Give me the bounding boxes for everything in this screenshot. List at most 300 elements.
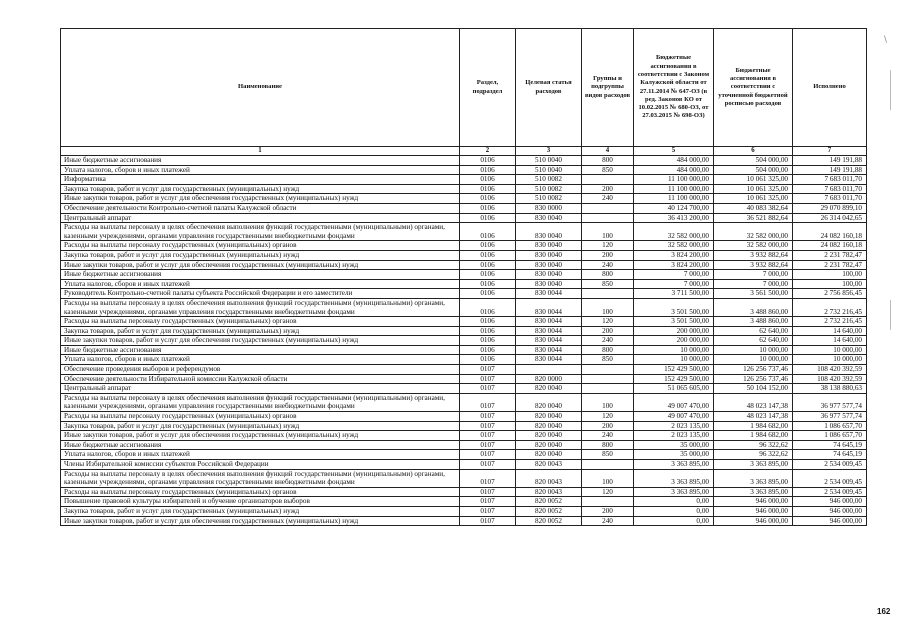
table-row (61, 460, 867, 470)
row-assigned: 49 007 470,00 (634, 412, 714, 422)
row-section: 0107 (460, 497, 516, 507)
row-article: 820 0040 (516, 440, 582, 450)
row-article: 830 0040 (516, 250, 582, 260)
row-article: 820 0043 (516, 487, 582, 497)
row-refined: 32 582 000,00 (714, 241, 793, 251)
row-name: Расходы на выплаты персоналу в целях обеспечения выполнения функций государственными (муниципальными) органами, казенными учреждениями, органами управления государственными внебюджетными фондами (61, 298, 460, 316)
table-row (61, 213, 867, 223)
row-article: 830 0040 (516, 241, 582, 251)
row-assigned: 35 000,00 (634, 440, 714, 450)
row-refined: 7 000,00 (714, 279, 793, 289)
row-article: 510 0040 (516, 156, 582, 166)
column-number: 2 (460, 147, 516, 156)
scan-mark: \ (884, 35, 888, 45)
row-section: 0107 (460, 487, 516, 497)
header-refined: Бюджетные ассигнования в соответствии с уточненной бюджетной росписью расходов (714, 29, 793, 147)
row-assigned: 3 501 500,00 (634, 298, 714, 316)
row-section: 0107 (460, 506, 516, 516)
row-name: Расходы на выплаты персоналу в целях обеспечения выполнения функций государственными (муниципальными) органами, казенными учреждениями, органами управления государственными внебюджетными фондами (61, 469, 460, 487)
column-number: 5 (634, 147, 714, 156)
row-article: 830 0044 (516, 345, 582, 355)
row-section: 0106 (460, 317, 516, 327)
row-section: 0106 (460, 175, 516, 185)
table-row (61, 289, 867, 299)
row-refined: 1 984 682,00 (714, 431, 793, 441)
row-assigned: 10 000,00 (634, 355, 714, 365)
row-group: 100 (582, 393, 634, 411)
row-group: 100 (582, 469, 634, 487)
row-executed: 108 420 392,59 (793, 374, 867, 384)
row-section: 0106 (460, 260, 516, 270)
row-article: 820 0040 (516, 393, 582, 411)
table-row (61, 203, 867, 213)
row-group: 120 (582, 317, 634, 327)
row-refined: 3 932 882,64 (714, 250, 793, 260)
row-executed: 2 231 782,47 (793, 250, 867, 260)
row-refined: 32 582 000,00 (714, 223, 793, 241)
table-row (61, 298, 867, 316)
row-refined: 62 640,00 (714, 326, 793, 336)
row-refined: 10 061 325,00 (714, 194, 793, 204)
row-assigned: 484 000,00 (634, 165, 714, 175)
scan-edge-line (890, 70, 891, 110)
row-name: Иные бюджетные ассигнования (61, 270, 460, 280)
table-row (61, 487, 867, 497)
row-group: 800 (582, 440, 634, 450)
row-executed: 14 640,00 (793, 336, 867, 346)
row-executed: 2 534 009,45 (793, 487, 867, 497)
table-row (61, 336, 867, 346)
table-row (61, 384, 867, 394)
row-refined: 126 256 737,46 (714, 374, 793, 384)
row-group: 240 (582, 336, 634, 346)
table-row (61, 175, 867, 185)
row-name: Иные бюджетные ассигнования (61, 345, 460, 355)
header-article: Целевая статья расходов (516, 29, 582, 147)
row-assigned: 7 000,00 (634, 279, 714, 289)
row-executed: 74 645,19 (793, 450, 867, 460)
row-name: Расходы на выплаты персоналу государственных (муниципальных) органов (61, 241, 460, 251)
row-executed: 149 191,88 (793, 165, 867, 175)
row-assigned: 3 824 200,00 (634, 260, 714, 270)
row-group (582, 203, 634, 213)
table-body (61, 156, 867, 526)
row-executed: 946 000,00 (793, 506, 867, 516)
row-assigned: 3 501 500,00 (634, 317, 714, 327)
row-article: 830 0044 (516, 336, 582, 346)
row-group: 800 (582, 270, 634, 280)
row-assigned: 3 824 200,00 (634, 250, 714, 260)
row-section: 0106 (460, 194, 516, 204)
table-row (61, 469, 867, 487)
row-group (582, 365, 634, 375)
row-refined: 10 000,00 (714, 345, 793, 355)
row-article: 510 0082 (516, 175, 582, 185)
table-row (61, 355, 867, 365)
row-section: 0107 (460, 440, 516, 450)
row-assigned: 200 000,00 (634, 336, 714, 346)
row-article: 830 0044 (516, 289, 582, 299)
row-section: 0106 (460, 213, 516, 223)
row-refined: 10 000,00 (714, 355, 793, 365)
row-refined: 10 061 325,00 (714, 175, 793, 185)
header-group: Группы и подгруппы видов расходов (582, 29, 634, 147)
row-article: 830 0044 (516, 326, 582, 336)
row-name: Иные бюджетные ассигнования (61, 440, 460, 450)
row-assigned: 2 023 135,00 (634, 431, 714, 441)
row-name: Иные закупки товаров, работ и услуг для обеспечения государственных (муниципальных) нужд (61, 260, 460, 270)
row-name: Обеспечение деятельности Контрольно-счетной палаты Калужской области (61, 203, 460, 213)
table-row (61, 412, 867, 422)
row-group: 100 (582, 298, 634, 316)
column-number: 6 (714, 147, 793, 156)
row-name: Обеспечение проведения выборов и референдумов (61, 365, 460, 375)
table-row (61, 156, 867, 166)
row-section: 0107 (460, 421, 516, 431)
row-refined: 36 521 882,64 (714, 213, 793, 223)
row-section: 0106 (460, 279, 516, 289)
row-article: 820 0040 (516, 421, 582, 431)
table-row (61, 241, 867, 251)
row-section: 0106 (460, 355, 516, 365)
row-article: 830 0044 (516, 298, 582, 316)
row-name: Закупка товаров, работ и услуг для государственных (муниципальных) нужд (61, 326, 460, 336)
row-name: Закупка товаров, работ и услуг для государственных (муниципальных) нужд (61, 184, 460, 194)
row-refined: 50 104 152,00 (714, 384, 793, 394)
row-section: 0106 (460, 184, 516, 194)
table-row (61, 506, 867, 516)
row-name: Руководитель Контрольно-счетной палаты субъекта Российской Федерации и его заместители (61, 289, 460, 299)
row-section: 0107 (460, 460, 516, 470)
row-article: 830 0040 (516, 270, 582, 280)
row-article: 820 0040 (516, 384, 582, 394)
row-refined: 3 561 500,00 (714, 289, 793, 299)
row-group: 240 (582, 194, 634, 204)
table-row (61, 345, 867, 355)
row-refined: 62 640,00 (714, 336, 793, 346)
row-section: 0106 (460, 270, 516, 280)
row-executed: 36 977 577,74 (793, 412, 867, 422)
row-refined: 3 363 895,00 (714, 487, 793, 497)
row-refined: 3 488 860,00 (714, 298, 793, 316)
row-refined: 504 000,00 (714, 165, 793, 175)
row-executed: 10 000,00 (793, 345, 867, 355)
column-number: 7 (793, 147, 867, 156)
row-article: 820 0040 (516, 412, 582, 422)
row-executed: 7 683 011,70 (793, 184, 867, 194)
row-assigned: 36 413 200,00 (634, 213, 714, 223)
row-refined: 3 932 882,64 (714, 260, 793, 270)
table-row (61, 516, 867, 526)
row-article: 820 0043 (516, 469, 582, 487)
row-name: Члены Избирательной комиссии субъектов Российской Федерации (61, 460, 460, 470)
row-section: 0106 (460, 241, 516, 251)
row-name: Центральный аппарат (61, 213, 460, 223)
row-name: Центральный аппарат (61, 384, 460, 394)
table-row (61, 440, 867, 450)
row-refined: 96 322,62 (714, 440, 793, 450)
row-executed: 100,00 (793, 270, 867, 280)
row-executed: 2 231 782,47 (793, 260, 867, 270)
budget-document (60, 28, 866, 526)
row-article: 830 0044 (516, 355, 582, 365)
row-assigned: 152 429 500,00 (634, 374, 714, 384)
row-assigned: 2 023 135,00 (634, 421, 714, 431)
row-group (582, 213, 634, 223)
row-assigned: 35 000,00 (634, 450, 714, 460)
row-assigned: 51 065 605,00 (634, 384, 714, 394)
row-refined: 946 000,00 (714, 497, 793, 507)
row-group: 100 (582, 223, 634, 241)
row-refined: 48 023 147,38 (714, 412, 793, 422)
row-group: 120 (582, 412, 634, 422)
row-group (582, 289, 634, 299)
row-assigned: 0,00 (634, 516, 714, 526)
row-group: 200 (582, 421, 634, 431)
row-executed: 7 683 011,70 (793, 194, 867, 204)
row-group (582, 175, 634, 185)
row-article: 830 0040 (516, 223, 582, 241)
row-group: 120 (582, 487, 634, 497)
row-article: 510 0082 (516, 194, 582, 204)
row-group: 850 (582, 279, 634, 289)
budget-table (60, 28, 867, 526)
row-name: Расходы на выплаты персоналу государственных (муниципальных) органов (61, 317, 460, 327)
table-row (61, 260, 867, 270)
row-assigned: 7 000,00 (634, 270, 714, 280)
table-row (61, 374, 867, 384)
row-article: 820 0040 (516, 450, 582, 460)
row-executed: 36 977 577,74 (793, 393, 867, 411)
row-executed: 24 082 160,18 (793, 223, 867, 241)
row-assigned: 3 363 895,00 (634, 469, 714, 487)
row-group: 800 (582, 345, 634, 355)
row-assigned: 3 711 500,00 (634, 289, 714, 299)
row-name: Расходы на выплаты персоналу в целях обеспечения выполнения функций государственными (муниципальными) органами, казенными учреждениями, органами управления государственными внебюджетными фондами (61, 223, 460, 241)
table-row (61, 450, 867, 460)
row-executed: 2 756 856,45 (793, 289, 867, 299)
row-executed: 24 082 160,18 (793, 241, 867, 251)
row-executed: 100,00 (793, 279, 867, 289)
row-executed: 26 314 042,65 (793, 213, 867, 223)
row-refined: 3 488 860,00 (714, 317, 793, 327)
row-section: 0107 (460, 469, 516, 487)
row-name: Закупка товаров, работ и услуг для государственных (муниципальных) нужд (61, 506, 460, 516)
row-assigned: 32 582 000,00 (634, 223, 714, 241)
row-article: 830 0044 (516, 317, 582, 327)
row-refined: 1 984 682,00 (714, 421, 793, 431)
table-row (61, 165, 867, 175)
row-section: 0106 (460, 250, 516, 260)
table-row (61, 421, 867, 431)
row-refined: 3 363 895,00 (714, 469, 793, 487)
header-executed: Исполнено (793, 29, 867, 147)
table-row (61, 497, 867, 507)
row-executed: 149 191,88 (793, 156, 867, 166)
table-row (61, 279, 867, 289)
row-article: 510 0040 (516, 165, 582, 175)
row-executed: 1 086 657,70 (793, 421, 867, 431)
header-section: Раздел, подраздел (460, 29, 516, 147)
row-group: 200 (582, 184, 634, 194)
row-name: Закупка товаров, работ и услуг для государственных (муниципальных) нужд (61, 250, 460, 260)
table-row (61, 250, 867, 260)
row-article: 820 0052 (516, 506, 582, 516)
row-section: 0106 (460, 345, 516, 355)
row-section: 0107 (460, 365, 516, 375)
row-group: 800 (582, 156, 634, 166)
row-executed: 108 420 392,59 (793, 365, 867, 375)
row-name: Закупка товаров, работ и услуг для государственных (муниципальных) нужд (61, 421, 460, 431)
table-row (61, 184, 867, 194)
row-executed: 946 000,00 (793, 497, 867, 507)
row-name: Иные закупки товаров, работ и услуг для обеспечения государственных (муниципальных) нужд (61, 336, 460, 346)
row-group: 240 (582, 431, 634, 441)
row-article (516, 365, 582, 375)
row-executed: 10 000,00 (793, 355, 867, 365)
row-group: 850 (582, 165, 634, 175)
row-section: 0106 (460, 223, 516, 241)
row-name: Уплата налогов, сборов и иных платежей (61, 450, 460, 460)
header-row (61, 29, 867, 147)
row-name: Иные закупки товаров, работ и услуг для обеспечения государственных (муниципальных) нужд (61, 194, 460, 204)
row-article: 820 0052 (516, 497, 582, 507)
row-executed: 7 683 011,70 (793, 175, 867, 185)
row-assigned: 11 100 000,00 (634, 184, 714, 194)
column-number: 4 (582, 147, 634, 156)
row-section: 0106 (460, 156, 516, 166)
row-section: 0107 (460, 450, 516, 460)
row-group: 200 (582, 326, 634, 336)
row-section: 0106 (460, 298, 516, 316)
row-group (582, 497, 634, 507)
scan-edge-line (890, 300, 891, 330)
row-section: 0106 (460, 336, 516, 346)
row-article: 820 0040 (516, 431, 582, 441)
row-section: 0107 (460, 374, 516, 384)
row-refined: 40 083 382,64 (714, 203, 793, 213)
row-article: 830 0040 (516, 260, 582, 270)
row-group (582, 384, 634, 394)
row-group: 850 (582, 450, 634, 460)
row-assigned: 11 100 000,00 (634, 175, 714, 185)
row-name: Расходы на выплаты персоналу государственных (муниципальных) органов (61, 412, 460, 422)
row-assigned: 152 429 500,00 (634, 365, 714, 375)
row-group: 240 (582, 260, 634, 270)
row-refined: 946 000,00 (714, 506, 793, 516)
row-name: Повышение правовой культуры избирателей и обучение организаторов выборов (61, 497, 460, 507)
row-assigned: 49 007 470,00 (634, 393, 714, 411)
row-article: 820 0052 (516, 516, 582, 526)
table-row (61, 270, 867, 280)
row-refined: 3 363 895,00 (714, 460, 793, 470)
table-row (61, 393, 867, 411)
row-executed: 38 138 880,63 (793, 384, 867, 394)
row-section: 0106 (460, 289, 516, 299)
row-executed: 74 645,19 (793, 440, 867, 450)
row-assigned: 10 000,00 (634, 345, 714, 355)
row-refined: 10 061 325,00 (714, 184, 793, 194)
row-assigned: 484 000,00 (634, 156, 714, 166)
page-number: 162 (877, 607, 891, 616)
row-name: Уплата налогов, сборов и иных платежей (61, 165, 460, 175)
table-row (61, 317, 867, 327)
row-name: Информатика (61, 175, 460, 185)
row-assigned: 32 582 000,00 (634, 241, 714, 251)
row-executed: 2 732 216,45 (793, 298, 867, 316)
row-refined: 96 322,62 (714, 450, 793, 460)
row-article: 820 0043 (516, 460, 582, 470)
row-name: Иные закупки товаров, работ и услуг для обеспечения государственных (муниципальных) нужд (61, 431, 460, 441)
row-name: Иные бюджетные ассигнования (61, 156, 460, 166)
row-section: 0107 (460, 431, 516, 441)
column-number: 1 (61, 147, 460, 156)
row-executed: 1 086 657,70 (793, 431, 867, 441)
row-assigned: 200 000,00 (634, 326, 714, 336)
row-executed: 29 070 899,10 (793, 203, 867, 213)
row-section: 0107 (460, 412, 516, 422)
table-row (61, 194, 867, 204)
row-refined: 48 023 147,38 (714, 393, 793, 411)
row-refined: 126 256 737,46 (714, 365, 793, 375)
row-name: Обеспечение деятельности Избирательной комиссии Калужской области (61, 374, 460, 384)
row-name: Расходы на выплаты персоналу государственных (муниципальных) органов (61, 487, 460, 497)
row-section: 0106 (460, 326, 516, 336)
table-row (61, 223, 867, 241)
row-section: 0107 (460, 384, 516, 394)
row-article: 830 0040 (516, 213, 582, 223)
row-name: Уплата налогов, сборов и иных платежей (61, 279, 460, 289)
row-assigned: 0,00 (634, 506, 714, 516)
row-article: 820 0000 (516, 374, 582, 384)
row-name: Расходы на выплаты персоналу в целях обеспечения выполнения функций государственными (муниципальными) органами, казенными учреждениями, органами управления государственными внебюджетными фондами (61, 393, 460, 411)
row-assigned: 0,00 (634, 497, 714, 507)
row-assigned: 11 100 000,00 (634, 194, 714, 204)
row-name: Иные закупки товаров, работ и услуг для обеспечения государственных (муниципальных) нужд (61, 516, 460, 526)
row-refined: 7 000,00 (714, 270, 793, 280)
row-assigned: 3 363 895,00 (634, 460, 714, 470)
row-article: 830 0000 (516, 203, 582, 213)
row-executed: 2 534 009,45 (793, 469, 867, 487)
row-executed: 2 534 009,45 (793, 460, 867, 470)
row-section: 0107 (460, 516, 516, 526)
row-executed: 2 732 216,45 (793, 317, 867, 327)
row-refined: 946 000,00 (714, 516, 793, 526)
row-section: 0106 (460, 165, 516, 175)
row-group: 200 (582, 506, 634, 516)
row-group: 850 (582, 355, 634, 365)
row-group: 200 (582, 250, 634, 260)
row-assigned: 3 363 895,00 (634, 487, 714, 497)
table-row (61, 431, 867, 441)
header-assignments: Бюджетные ассигнования в соответствии с Законом Калужской области от 27.11.2014 № 647-ОЗ (в ред. Законов КО от 10.02.2015 № 680-ОЗ, от 27.03.2015 № 698-ОЗ) (634, 29, 714, 147)
row-group: 240 (582, 516, 634, 526)
row-group (582, 374, 634, 384)
column-number: 3 (516, 147, 582, 156)
column-number-row (61, 147, 867, 156)
row-section: 0107 (460, 393, 516, 411)
row-assigned: 40 124 700,00 (634, 203, 714, 213)
row-name: Уплата налогов, сборов и иных платежей (61, 355, 460, 365)
row-article: 510 0082 (516, 184, 582, 194)
table-row (61, 326, 867, 336)
row-group: 120 (582, 241, 634, 251)
table-row (61, 365, 867, 375)
header-name: Наименование (61, 29, 460, 147)
row-executed: 14 640,00 (793, 326, 867, 336)
row-section: 0106 (460, 203, 516, 213)
row-executed: 946 000,00 (793, 516, 867, 526)
